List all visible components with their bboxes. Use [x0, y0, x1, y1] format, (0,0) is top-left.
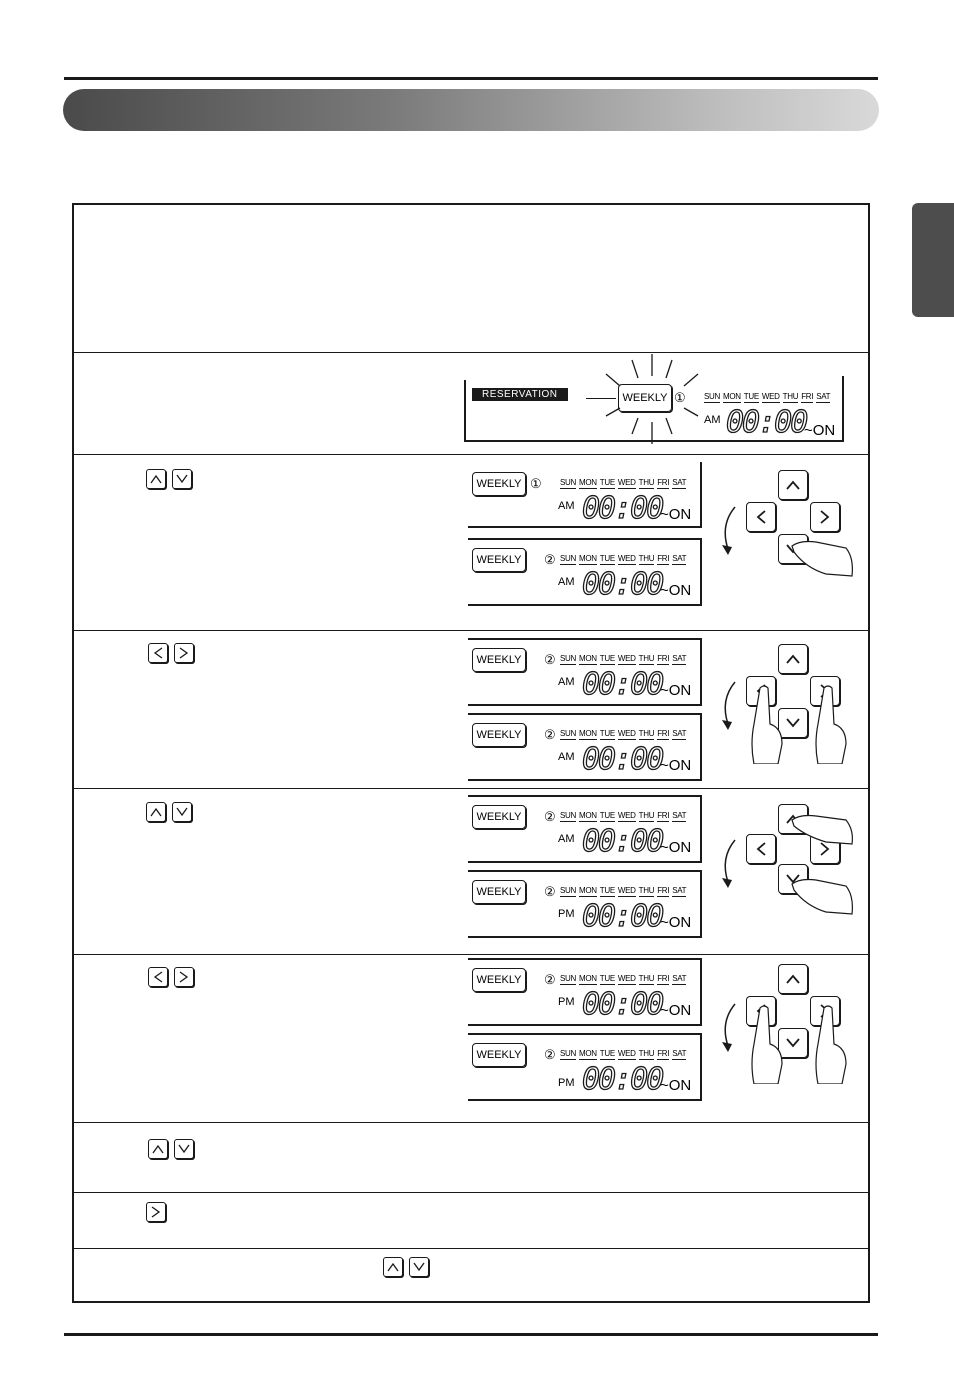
day-wed: WED: [617, 1049, 636, 1058]
program-number: ②: [544, 552, 556, 567]
row-divider: [74, 954, 868, 955]
on-label: [804, 422, 835, 439]
pm-indicator: PM: [558, 908, 575, 920]
day-sun: SUN: [560, 654, 576, 663]
tilde: ~: [660, 506, 669, 523]
pressing-hand-icon: [812, 1004, 852, 1084]
day-wed: WED: [617, 729, 636, 738]
tilde: ~: [660, 682, 669, 699]
program-number: ②: [544, 652, 556, 667]
day-fri: FRI: [657, 654, 670, 663]
am-indicator: AM: [558, 500, 575, 512]
curved-arrow-icon: [710, 1002, 740, 1052]
day-fri: FRI: [657, 811, 670, 820]
row-divider: [74, 454, 868, 455]
program-number: ①: [530, 476, 542, 491]
direction-pad: [746, 644, 856, 762]
left-arrow-key[interactable]: [148, 643, 168, 663]
direction-pad: [746, 470, 856, 580]
weekly-button[interactable]: [472, 472, 526, 496]
row-divider: [74, 1192, 868, 1193]
day-mon: MON: [579, 554, 597, 563]
program-number: ②: [544, 1047, 556, 1062]
right-arrow-key[interactable]: [146, 1202, 166, 1222]
weekly-button[interactable]: [472, 548, 526, 572]
left-arrow-key[interactable]: [148, 967, 168, 987]
blink-rays: [592, 354, 712, 444]
day-fri: FRI: [657, 974, 670, 983]
weekly-label: WEEKLY: [476, 729, 522, 741]
pressing-hand-icon: [748, 684, 788, 764]
time-display: 00:00: [582, 899, 663, 934]
time-display: 00:00: [582, 567, 663, 602]
day-mon: MON: [579, 478, 597, 487]
day-sun: SUN: [560, 1049, 576, 1058]
day-tue: TUE: [599, 554, 615, 563]
day-wed: WED: [761, 392, 780, 401]
up-arrow-key[interactable]: [383, 1257, 403, 1277]
day-tue: TUE: [599, 886, 615, 895]
tilde: ~: [660, 757, 669, 774]
on-text: ON: [668, 582, 692, 599]
day-tue: TUE: [599, 729, 615, 738]
top-rule: [64, 77, 878, 80]
lcd-panel: [468, 462, 702, 528]
time-display: 00:00: [726, 405, 807, 440]
row-divider: [74, 788, 868, 789]
right-arrow-key[interactable]: [174, 967, 194, 987]
curved-arrow-icon: [710, 680, 740, 730]
down-arrow-key[interactable]: [172, 469, 192, 489]
time-display: 00:00: [582, 987, 663, 1022]
on-label: [660, 682, 691, 699]
day-tue: TUE: [743, 392, 759, 401]
day-fri: FRI: [801, 392, 814, 401]
direction-pad: [746, 800, 856, 920]
up-arrow-key[interactable]: [146, 469, 166, 489]
program-number: ②: [544, 884, 556, 899]
day-sat: SAT: [816, 392, 831, 401]
day-tue: TUE: [599, 478, 615, 487]
weekly-label: WEEKLY: [476, 974, 522, 986]
day-row: [560, 729, 689, 740]
tilde: ~: [660, 582, 669, 599]
section-banner: [63, 89, 879, 131]
weekly-button[interactable]: [472, 648, 526, 672]
direction-pad: [746, 964, 856, 1084]
day-row: [560, 554, 689, 565]
day-sun: SUN: [560, 554, 576, 563]
day-tue: TUE: [599, 811, 615, 820]
am-indicator: AM: [558, 676, 575, 688]
day-mon: MON: [579, 729, 597, 738]
day-wed: WED: [617, 974, 636, 983]
weekly-label: WEEKLY: [622, 392, 668, 404]
lcd-panel: [468, 795, 702, 863]
on-text: ON: [668, 914, 692, 931]
day-sun: SUN: [704, 392, 720, 401]
day-wed: WED: [617, 886, 636, 895]
tilde: ~: [804, 422, 813, 439]
tilde: ~: [660, 839, 669, 856]
day-sat: SAT: [672, 974, 687, 983]
row-divider: [74, 352, 868, 353]
am-indicator: AM: [558, 751, 575, 763]
day-row: [560, 478, 689, 489]
pad-up-key[interactable]: [778, 644, 808, 674]
day-tue: TUE: [599, 1049, 615, 1058]
weekly-label: WEEKLY: [476, 554, 522, 566]
curved-arrow-icon: [710, 838, 740, 888]
day-tue: TUE: [599, 654, 615, 663]
lcd-panel: [468, 538, 702, 606]
day-row: [560, 654, 689, 665]
day-thu: THU: [638, 1049, 655, 1058]
weekly-button[interactable]: [472, 723, 526, 747]
time-display: 00:00: [582, 742, 663, 777]
day-sun: SUN: [560, 974, 576, 983]
on-label: [660, 1002, 691, 1019]
lcd-panel: [468, 638, 702, 706]
weekly-button[interactable]: [472, 1043, 526, 1067]
day-thu: THU: [638, 554, 655, 563]
curved-arrow-icon: [710, 505, 740, 555]
pressing-hand-icon: [786, 528, 856, 578]
program-number: ②: [544, 727, 556, 742]
row-divider: [74, 1122, 868, 1123]
day-wed: WED: [617, 654, 636, 663]
on-text: ON: [668, 506, 692, 523]
weekly-label: WEEKLY: [476, 886, 522, 898]
day-sat: SAT: [672, 729, 687, 738]
day-row: [560, 811, 689, 822]
day-row: [560, 1049, 689, 1060]
day-sat: SAT: [672, 886, 687, 895]
tilde: ~: [660, 914, 669, 931]
on-label: [660, 757, 691, 774]
day-row: [560, 974, 689, 985]
pressing-hand-icon: [812, 684, 852, 764]
lcd-panel: [468, 870, 702, 938]
day-mon: MON: [579, 1049, 597, 1058]
day-thu: THU: [638, 811, 655, 820]
day-sun: SUN: [560, 478, 576, 487]
pad-left-key[interactable]: [746, 834, 776, 864]
on-label: [660, 582, 691, 599]
weekly-label: WEEKLY: [476, 654, 522, 666]
on-text: ON: [668, 1077, 692, 1094]
pressing-hand-icon: [786, 870, 856, 916]
program-number: ②: [544, 809, 556, 824]
day-sat: SAT: [672, 811, 687, 820]
weekly-button[interactable]: [472, 968, 526, 992]
day-mon: MON: [579, 974, 597, 983]
pad-up-key[interactable]: [778, 964, 808, 994]
day-sun: SUN: [560, 729, 576, 738]
language-side-tab: [912, 203, 954, 317]
day-thu: THU: [638, 729, 655, 738]
pad-left-key[interactable]: [746, 502, 776, 532]
lcd-panel: [468, 1033, 702, 1101]
on-text: ON: [668, 757, 692, 774]
day-thu: THU: [638, 654, 655, 663]
day-fri: FRI: [657, 478, 670, 487]
bottom-rule: [64, 1333, 878, 1336]
down-arrow-key[interactable]: [409, 1257, 429, 1277]
lcd-panel: [468, 713, 702, 781]
day-mon: MON: [723, 392, 741, 401]
weekly-button[interactable]: [472, 805, 526, 829]
weekly-button[interactable]: [472, 880, 526, 904]
day-sat: SAT: [672, 654, 687, 663]
day-fri: FRI: [657, 554, 670, 563]
on-label: [660, 839, 691, 856]
on-text: ON: [668, 839, 692, 856]
day-wed: WED: [617, 811, 636, 820]
day-tue: TUE: [599, 974, 615, 983]
pad-up-key[interactable]: [778, 470, 808, 500]
on-label: [660, 506, 691, 523]
up-arrow-key[interactable]: [146, 802, 166, 822]
on-text: ON: [668, 682, 692, 699]
pressing-hand-icon: [786, 806, 856, 846]
day-mon: MON: [579, 886, 597, 895]
row-divider: [74, 1248, 868, 1249]
up-arrow-key[interactable]: [148, 1139, 168, 1159]
day-row: [560, 886, 689, 897]
reservation-label: RESERVATION: [472, 388, 568, 401]
tilde: ~: [660, 1002, 669, 1019]
day-fri: FRI: [657, 729, 670, 738]
day-sat: SAT: [672, 1049, 687, 1058]
day-fri: FRI: [657, 886, 670, 895]
day-thu: THU: [638, 974, 655, 983]
am-indicator: AM: [704, 414, 721, 426]
day-wed: WED: [617, 554, 636, 563]
day-wed: WED: [617, 478, 636, 487]
right-arrow-key[interactable]: [174, 643, 194, 663]
day-mon: MON: [579, 811, 597, 820]
day-thu: THU: [782, 392, 799, 401]
on-text: ON: [668, 1002, 692, 1019]
time-display: 00:00: [582, 1062, 663, 1097]
program-number: ②: [544, 972, 556, 987]
pressing-hand-icon: [748, 1004, 788, 1084]
on-text: ON: [812, 422, 836, 439]
on-label: [660, 1077, 691, 1094]
day-sun: SUN: [560, 886, 576, 895]
lcd-panel: [468, 958, 702, 1026]
day-sat: SAT: [672, 478, 687, 487]
down-arrow-key[interactable]: [172, 802, 192, 822]
down-arrow-key[interactable]: [174, 1139, 194, 1159]
time-display: 00:00: [582, 491, 663, 526]
tilde: ~: [660, 1077, 669, 1094]
day-mon: MON: [579, 654, 597, 663]
time-display: 00:00: [582, 667, 663, 702]
weekly-label: WEEKLY: [476, 1049, 522, 1061]
day-row: [704, 392, 833, 403]
time-display: 00:00: [582, 824, 663, 859]
weekly-label: WEEKLY: [476, 478, 522, 490]
on-label: [660, 914, 691, 931]
day-sat: SAT: [672, 554, 687, 563]
day-thu: THU: [638, 886, 655, 895]
row-divider: [74, 630, 868, 631]
day-thu: THU: [638, 478, 655, 487]
am-indicator: AM: [558, 576, 575, 588]
pm-indicator: PM: [558, 996, 575, 1008]
program-number: ①: [674, 390, 686, 405]
day-sun: SUN: [560, 811, 576, 820]
am-indicator: AM: [558, 833, 575, 845]
pm-indicator: PM: [558, 1077, 575, 1089]
day-fri: FRI: [657, 1049, 670, 1058]
weekly-label: WEEKLY: [476, 811, 522, 823]
